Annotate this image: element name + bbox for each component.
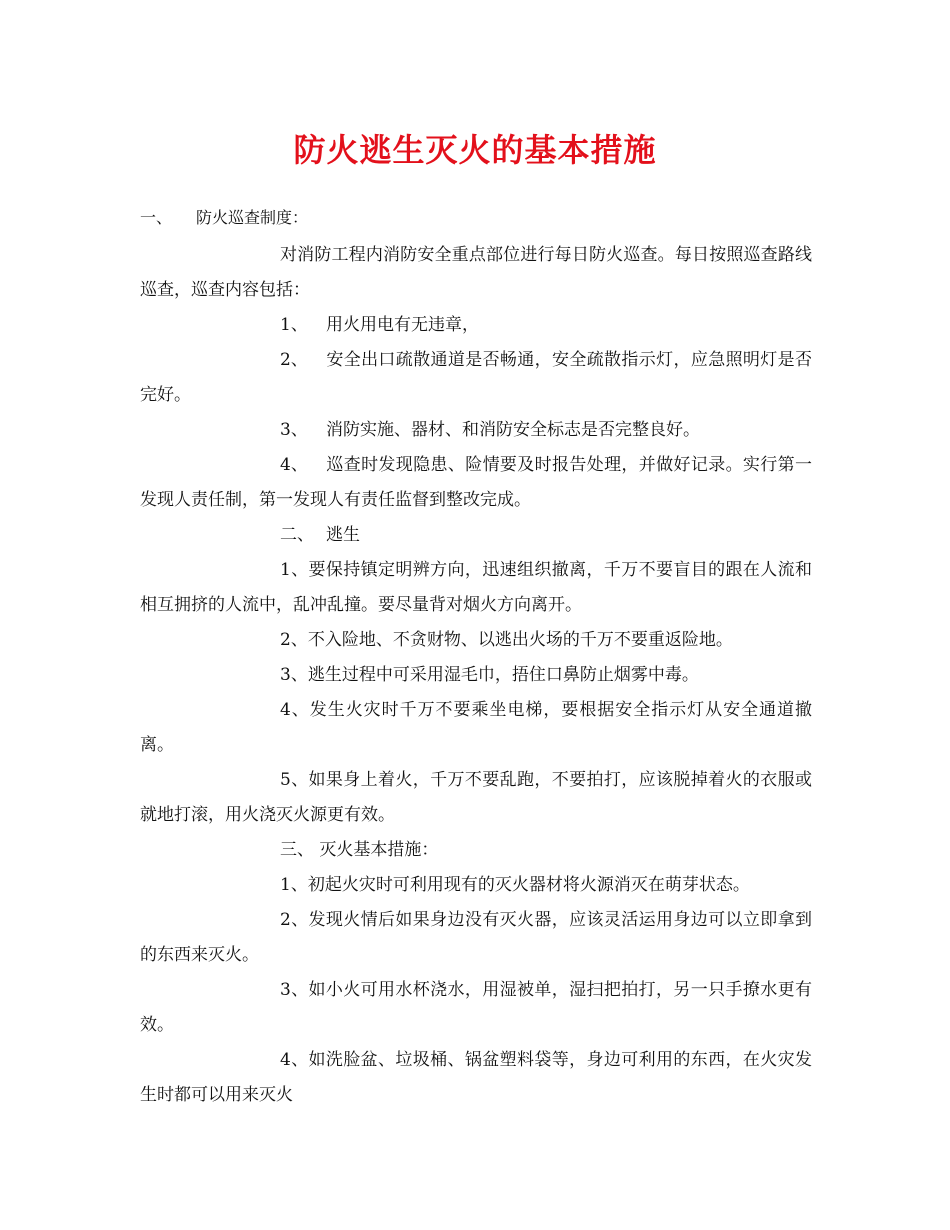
document-title: 防火逃生灭火的基本措施 (293, 131, 657, 169)
section-heading-escape (140, 518, 812, 553)
item-number: 2、 (280, 350, 308, 370)
paragraph (140, 623, 812, 658)
section-title: 逃生 (326, 525, 360, 545)
paragraph-text: 2、发现火情后如果身边没有灭火器，应该灵活运用身边可以立即拿到的东西来灭火。 (140, 910, 812, 965)
paragraph (140, 1043, 812, 1113)
paragraph-text: 巡查时发现隐患、险情要及时报告处理，并做好记录。实行第一发现人责任制，第一发现人有责任监督到整改完成。 (140, 455, 812, 510)
paragraph-text: 用火用电有无违章， (326, 315, 479, 335)
paragraph (140, 868, 812, 903)
section-heading-firefighting (140, 833, 812, 868)
section-number: 一、 (140, 208, 173, 227)
section-number: 二、 (280, 525, 314, 545)
paragraph-text: 1、要保持镇定明辨方向，迅速组织撤离，千万不要盲目的跟在人流和相互拥挤的人流中，乱冲乱撞。要尽量背对烟火方向离开。 (140, 560, 812, 615)
paragraph (140, 763, 812, 833)
paragraph-text: 2、不入险地、不贪财物、以逃出火场的千万不要重返险地。 (280, 630, 733, 650)
paragraph (140, 413, 812, 448)
item-number: 1、 (280, 315, 308, 335)
item-number: 4、 (280, 455, 308, 475)
paragraph (140, 973, 812, 1043)
section-heading-patrol (140, 206, 308, 230)
paragraph (140, 658, 812, 693)
paragraph-text: 4、发生火灾时千万不要乘坐电梯，要根据安全指示灯从安全通道撤离。 (140, 700, 812, 755)
section-title: 防火巡查制度： (196, 208, 309, 227)
paragraph-text: 5、如果身上着火，千万不要乱跑，不要拍打，应该脱掉着火的衣服或就地打滚，用火浇灭火源更有效。 (140, 770, 812, 825)
paragraph (140, 903, 812, 973)
item-number: 3、 (280, 420, 308, 440)
section-title: 三、 灭火基本措施： (280, 840, 439, 860)
paragraph (140, 693, 812, 763)
paragraph-text: 消防实施、器材、和消防安全标志是否完整良好。 (326, 420, 700, 440)
paragraph-text: 4、如洗脸盆、垃圾桶、锅盆塑料袋等，身边可利用的东西，在火灾发生时都可以用来灭火 (140, 1050, 812, 1105)
paragraph-text: 1、初起火灾时可利用现有的灭火器材将火源消灭在萌芽状态。 (280, 875, 750, 895)
paragraph-text: 3、如小火可用水杯浇水，用湿被单，湿扫把拍打，另一只手撩水更有效。 (140, 980, 812, 1035)
paragraph (140, 553, 812, 623)
document-body (140, 238, 812, 1113)
paragraph-text: 安全出口疏散通道是否畅通，安全疏散指示灯，应急照明灯是否完好。 (140, 350, 812, 405)
paragraph-text: 3、逃生过程中可采用湿毛巾，捂住口鼻防止烟雾中毒。 (280, 665, 699, 685)
paragraph (140, 448, 812, 518)
paragraph (140, 238, 812, 308)
paragraph-text: 对消防工程内消防安全重点部位进行每日防火巡查。每日按照巡查路线巡查，巡查内容包括： (140, 245, 812, 300)
paragraph (140, 308, 812, 343)
paragraph (140, 343, 812, 413)
